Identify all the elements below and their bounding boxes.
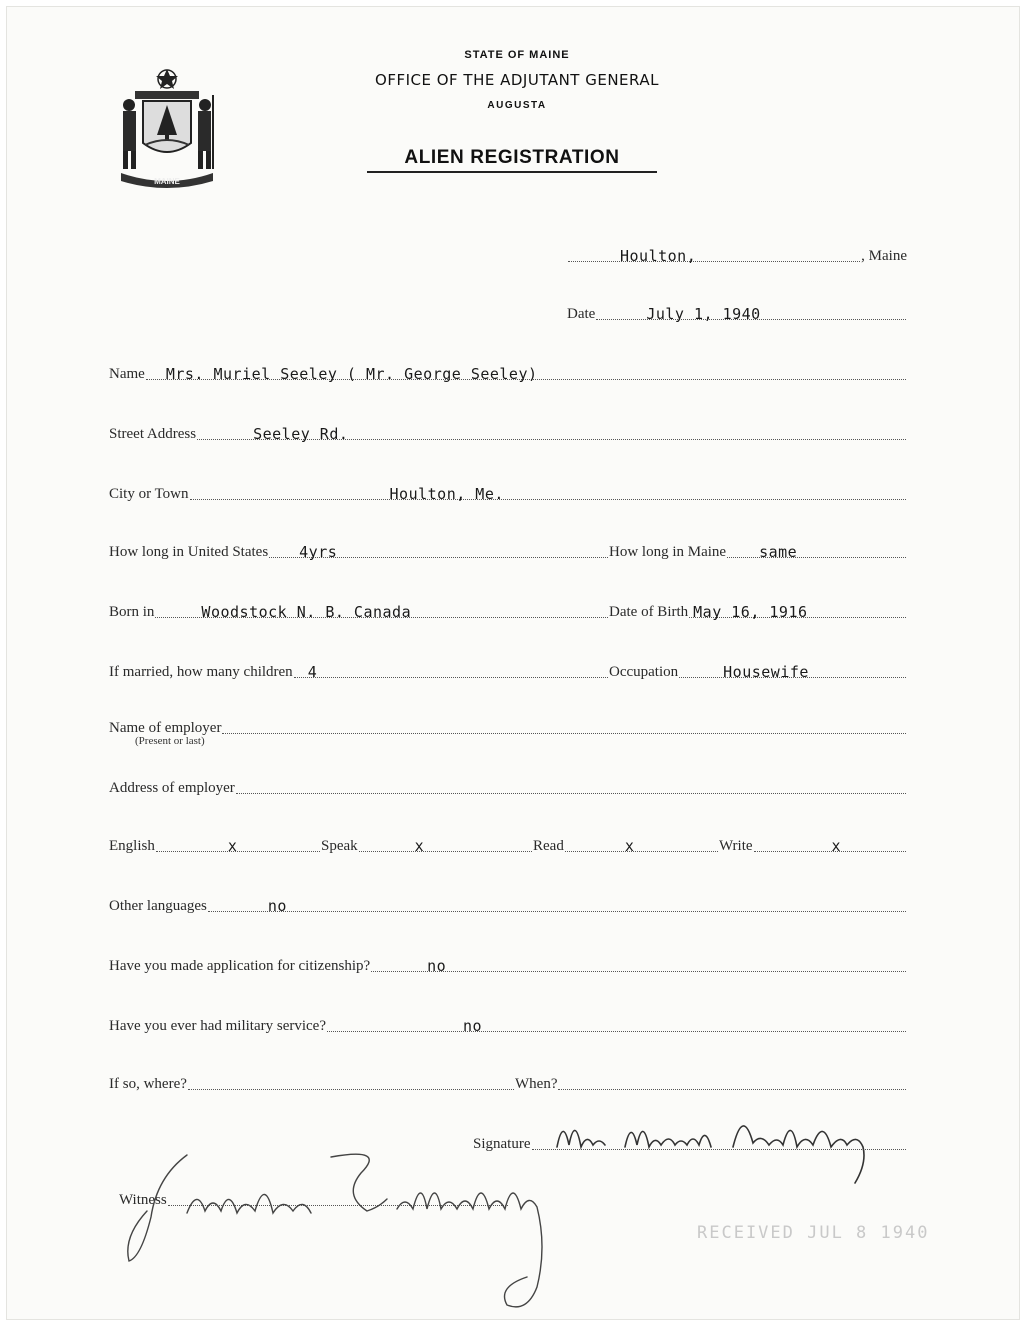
other-languages-field [109, 893, 907, 915]
other-languages-label: Other languages [109, 898, 207, 914]
how-long-me-field [609, 539, 907, 561]
how-long-us-value: 4yrs [299, 543, 338, 561]
name-field [109, 361, 907, 383]
military-label: Have you ever had military service? [109, 1018, 326, 1034]
write-label: Write [719, 838, 753, 854]
born-in-label: Born in [109, 604, 155, 620]
date-label: Date [567, 306, 596, 322]
registration-form [6, 6, 1020, 1320]
name-value: Mrs. Muriel Seeley ( Mr. George Seeley) [165, 365, 538, 383]
born-in-value: Woodstock N. B. Canada [201, 603, 412, 621]
employer-label: Name of employer [109, 720, 222, 736]
military-field [109, 1013, 907, 1035]
where-label: If so, where? [109, 1076, 187, 1092]
english-field [109, 833, 321, 855]
when-label: When? [515, 1076, 558, 1092]
occupation-label: Occupation [609, 664, 679, 680]
how-long-us-label: How long in United States [109, 544, 269, 560]
citizenship-label: Have you made application for citizenship? [109, 958, 371, 974]
place-value: Houlton, [620, 247, 697, 265]
received-date-stamp: RECEIVED JUL 8 1940 [697, 1223, 930, 1243]
children-label: If married, how many children [109, 664, 293, 680]
when-field [515, 1071, 907, 1093]
seal-banner-text: MAINE [154, 177, 180, 186]
city-field [109, 481, 907, 503]
dob-label: Date of Birth [609, 604, 689, 620]
witness-label: Witness [119, 1192, 167, 1208]
signature-label: Signature [473, 1136, 531, 1152]
children-field [109, 659, 609, 681]
where-field [109, 1071, 515, 1093]
english-value: x [227, 837, 238, 855]
employer-address-field [109, 775, 907, 797]
citizenship-value: no [427, 957, 447, 975]
maine-state-seal [113, 65, 221, 191]
signature-handwriting [547, 1103, 897, 1189]
street-value: Seeley Rd. [253, 425, 349, 443]
employer-address-label: Address of employer [109, 780, 235, 796]
citizenship-field [109, 953, 907, 975]
form-title: ALIEN REGISTRATION [367, 147, 657, 173]
occupation-value: Housewife [723, 663, 809, 681]
date-value: July 1, 1940 [646, 305, 761, 323]
employer-sublabel: (Present or last) [135, 735, 205, 747]
header-office: OFFICE OF THE ADJUTANT GENERAL [375, 71, 659, 89]
children-value: 4 [307, 663, 318, 681]
header-city: AUGUSTA [487, 100, 547, 111]
write-field [719, 833, 907, 855]
dob-field [609, 599, 907, 621]
date-field [567, 301, 907, 323]
occupation-field [609, 659, 907, 681]
city-value: Houlton, Me. [389, 485, 504, 503]
read-value: x [624, 837, 635, 855]
how-long-us-field [109, 539, 609, 561]
witness-handwriting [117, 1137, 577, 1317]
name-label: Name [109, 366, 145, 382]
header-state: STATE OF MAINE [464, 49, 570, 61]
place-suffix: , Maine [861, 248, 907, 264]
military-value: no [463, 1017, 483, 1035]
born-in-field [109, 599, 609, 621]
how-long-me-label: How long in Maine [609, 544, 727, 560]
read-field [533, 833, 719, 855]
english-label: English [109, 838, 155, 854]
place-field [567, 243, 907, 265]
other-languages-value: no [267, 897, 287, 915]
street-label: Street Address [109, 426, 197, 442]
speak-value: x [414, 837, 425, 855]
speak-label: Speak [321, 838, 358, 854]
speak-field [321, 833, 533, 855]
write-value: x [831, 837, 842, 855]
dob-value: May 16, 1916 [693, 603, 808, 621]
city-label: City or Town [109, 486, 189, 502]
employer-field [109, 715, 907, 737]
street-field [109, 421, 907, 443]
read-label: Read [533, 838, 564, 854]
how-long-me-value: same [759, 543, 798, 561]
